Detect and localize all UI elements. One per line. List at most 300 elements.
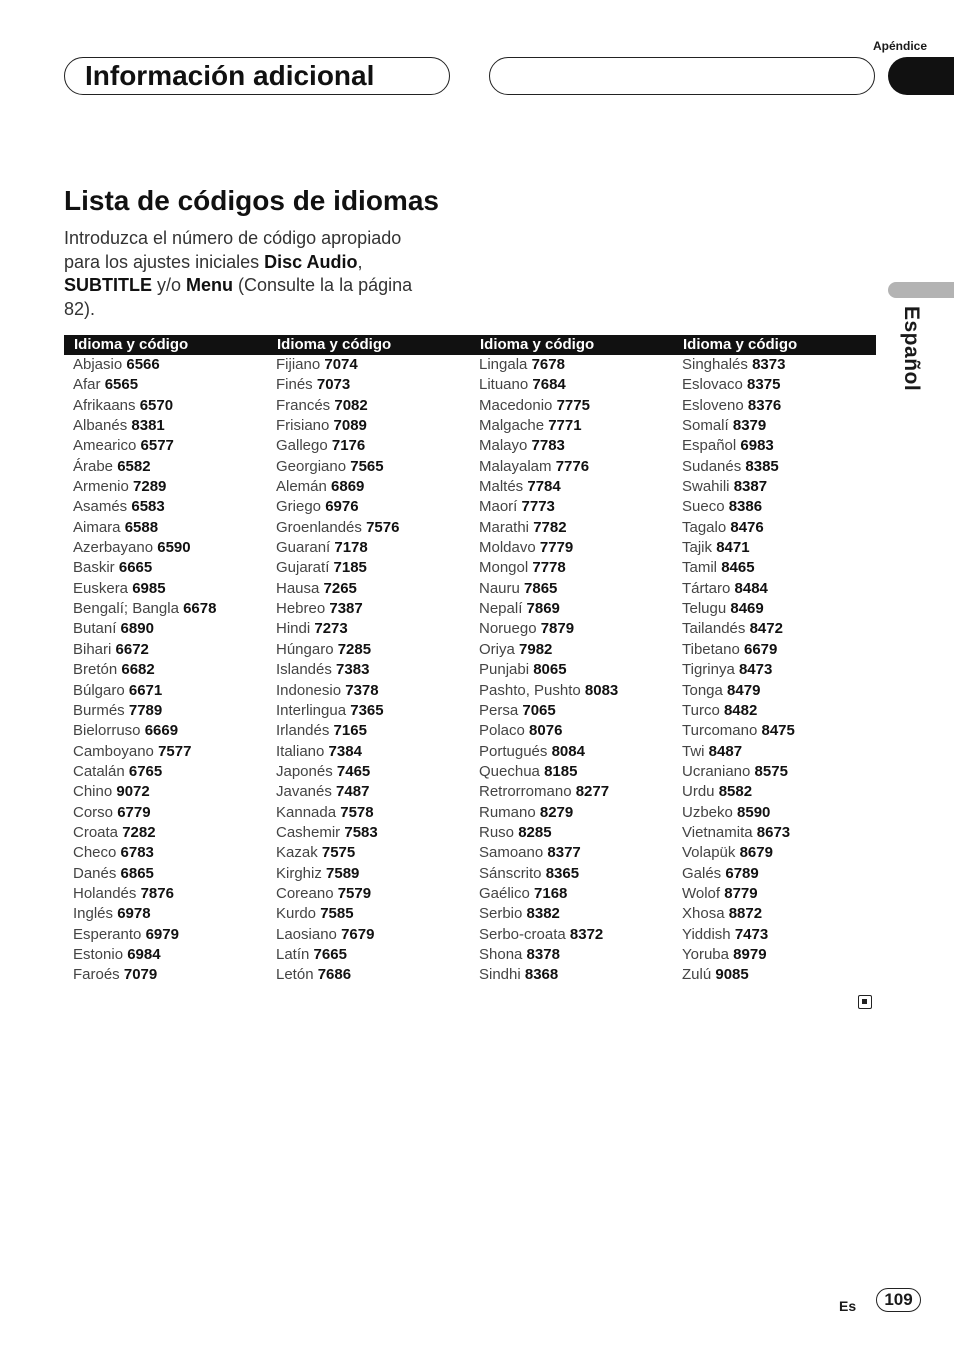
language-name: Afar xyxy=(73,376,101,394)
table-row xyxy=(479,823,673,843)
appendix-label: Apéndice xyxy=(872,39,927,53)
language-code: 8382 xyxy=(526,905,560,923)
language-name: Noruego xyxy=(479,620,537,638)
language-code: 7783 xyxy=(531,437,565,455)
table-row xyxy=(73,538,267,558)
language-name: Macedonio xyxy=(479,396,553,414)
language-name: Kannada xyxy=(276,803,337,821)
language-name: Portugués xyxy=(479,742,548,760)
language-code: 7876 xyxy=(140,884,174,902)
language-name: Ruso xyxy=(479,823,515,841)
language-name: Hausa xyxy=(276,579,320,597)
language-code: 7282 xyxy=(122,823,156,841)
language-name: Shona xyxy=(479,945,523,963)
language-name: Lituano xyxy=(479,376,529,394)
language-name: Sánscrito xyxy=(479,864,542,882)
language-name: Kirghiz xyxy=(276,864,322,882)
language-name: Maorí xyxy=(479,498,518,516)
table-row xyxy=(276,721,470,741)
table-row xyxy=(73,782,267,802)
language-code: 7273 xyxy=(314,620,348,638)
table-row xyxy=(73,375,267,395)
table-row xyxy=(479,558,673,578)
table-row xyxy=(682,701,876,721)
language-name: Irlandés xyxy=(276,722,330,740)
table-row xyxy=(479,681,673,701)
language-name: Guaraní xyxy=(276,539,331,557)
table-row xyxy=(276,843,470,863)
table-row xyxy=(682,721,876,741)
language-code: 7176 xyxy=(331,437,366,455)
language-code: 6985 xyxy=(132,579,166,597)
table-row xyxy=(479,579,673,599)
table-header-row xyxy=(64,335,876,355)
table-row xyxy=(276,864,470,884)
table-row xyxy=(682,640,876,660)
table-row xyxy=(73,599,267,619)
table-row xyxy=(73,925,267,945)
language-code: 6779 xyxy=(117,803,151,821)
table-row xyxy=(73,660,267,680)
language-code: 6765 xyxy=(128,762,163,780)
language-name: Eslovaco xyxy=(682,376,743,394)
table-row xyxy=(276,396,470,416)
table-row xyxy=(682,355,876,375)
table-row xyxy=(682,843,876,863)
table-row xyxy=(73,803,267,823)
table-row xyxy=(479,965,673,985)
language-name: Croata xyxy=(73,823,119,841)
table-row xyxy=(682,904,876,924)
table-row xyxy=(682,396,876,416)
language-code: 6978 xyxy=(117,905,151,923)
table-row xyxy=(276,884,470,904)
language-code: 8381 xyxy=(131,417,165,435)
language-code: 6590 xyxy=(157,539,191,557)
language-code: 7589 xyxy=(326,864,360,882)
language-name: Francés xyxy=(276,396,331,414)
language-code: 8473 xyxy=(738,661,773,679)
language-code-table xyxy=(64,335,876,986)
language-name: Catalán xyxy=(73,762,125,780)
table-row xyxy=(682,436,876,456)
table-row xyxy=(73,701,267,721)
table-row xyxy=(276,558,470,578)
table-row xyxy=(73,843,267,863)
language-code: 6783 xyxy=(120,844,154,862)
table-row xyxy=(479,782,673,802)
language-name: Árabe xyxy=(73,457,114,475)
table-row xyxy=(479,803,673,823)
language-name: Groenlandés xyxy=(276,518,362,536)
language-code: 7473 xyxy=(734,925,769,943)
table-row xyxy=(682,477,876,497)
language-code: 8465 xyxy=(721,559,755,577)
language-name: Polaco xyxy=(479,722,525,740)
language-name: Volapük xyxy=(682,844,736,862)
table-row xyxy=(479,701,673,721)
language-name: Gallego xyxy=(276,437,328,455)
language-name: Sueco xyxy=(682,498,725,516)
language-code: 8185 xyxy=(544,762,578,780)
column-header: Idioma y código xyxy=(683,336,798,353)
footer-lang-code: Es xyxy=(839,1298,857,1314)
language-name: Abjasio xyxy=(73,356,123,373)
intro-text-2: , xyxy=(357,251,363,272)
language-name: Vietnamita xyxy=(682,823,753,841)
language-name: Hebreo xyxy=(276,600,326,618)
language-name: Serbio xyxy=(479,905,523,923)
language-code: 8083 xyxy=(584,681,619,699)
language-code: 7576 xyxy=(366,518,400,536)
table-row xyxy=(479,619,673,639)
table-row xyxy=(479,884,673,904)
language-name: Maltés xyxy=(479,478,524,496)
language-code: 8376 xyxy=(747,396,782,414)
language-code: 7565 xyxy=(350,457,384,475)
table-row xyxy=(276,599,470,619)
language-name: Esloveno xyxy=(682,396,744,414)
language-code: 7487 xyxy=(336,783,370,801)
language-code: 7686 xyxy=(317,966,352,984)
table-row xyxy=(479,640,673,660)
language-code: 8386 xyxy=(728,498,763,516)
language-name: Punjabi xyxy=(479,661,530,679)
table-row xyxy=(479,477,673,497)
language-name: Laosiano xyxy=(276,925,337,943)
table-row xyxy=(682,945,876,965)
table-column xyxy=(673,355,876,986)
language-name: Somalí xyxy=(682,417,729,435)
table-row xyxy=(479,457,673,477)
table-row xyxy=(682,681,876,701)
language-name: Serbo-croata xyxy=(479,925,566,943)
table-row xyxy=(682,965,876,985)
table-row xyxy=(682,742,876,762)
table-row xyxy=(479,904,673,924)
table-row xyxy=(682,599,876,619)
language-name: Alemán xyxy=(276,478,327,496)
table-row xyxy=(479,497,673,517)
table-row xyxy=(73,864,267,884)
language-code: 7982 xyxy=(519,640,553,658)
table-row xyxy=(276,436,470,456)
language-code: 8375 xyxy=(747,376,781,394)
language-code: 7665 xyxy=(313,945,347,963)
language-name: Español xyxy=(682,437,737,455)
table-column xyxy=(470,355,673,986)
language-code: 8378 xyxy=(526,945,560,963)
table-row xyxy=(479,355,673,375)
language-name: Latín xyxy=(276,945,310,963)
language-name: Camboyano xyxy=(73,742,154,760)
language-name: Turco xyxy=(682,701,720,719)
language-name: Uzbeko xyxy=(682,803,733,821)
language-code: 8872 xyxy=(728,905,763,923)
table-row xyxy=(479,660,673,680)
language-name: Amearico xyxy=(73,437,137,455)
table-row xyxy=(276,904,470,924)
language-code: 7178 xyxy=(334,539,368,557)
language-name: Coreano xyxy=(276,884,334,902)
language-code: 7585 xyxy=(320,905,354,923)
language-name: Holandés xyxy=(73,884,137,902)
language-name: Lingala xyxy=(479,356,528,373)
language-name: Sudanés xyxy=(682,457,742,475)
language-name: Tajik xyxy=(682,539,713,557)
language-code: 8373 xyxy=(752,356,786,373)
language-name: Sindhi xyxy=(479,966,521,984)
table-row xyxy=(682,925,876,945)
language-name: Gaélico xyxy=(479,884,530,902)
table-column xyxy=(64,355,267,986)
language-code: 8076 xyxy=(529,722,563,740)
language-name: Islandés xyxy=(276,661,332,679)
language-name: Asamés xyxy=(73,498,128,516)
intro-bold-disc-audio: Disc Audio xyxy=(264,251,358,272)
language-code: 7384 xyxy=(328,742,362,760)
table-row xyxy=(276,457,470,477)
table-row xyxy=(276,925,470,945)
language-code: 7073 xyxy=(316,376,351,394)
language-name: Griego xyxy=(276,498,322,516)
language-code: 7779 xyxy=(539,539,574,557)
table-row xyxy=(73,884,267,904)
table-row xyxy=(73,518,267,538)
language-code: 6679 xyxy=(744,640,778,658)
language-code: 8679 xyxy=(739,844,773,862)
language-name: Esperanto xyxy=(73,925,142,943)
language-code: 7678 xyxy=(531,356,565,373)
language-code: 7577 xyxy=(158,742,192,760)
section-header xyxy=(64,57,450,95)
language-code: 8469 xyxy=(730,600,764,618)
language-code: 8779 xyxy=(724,884,758,902)
language-name: Aimara xyxy=(73,518,121,536)
table-column xyxy=(267,355,470,986)
language-code: 7784 xyxy=(527,478,561,496)
language-name: Tibetano xyxy=(682,640,740,658)
table-row xyxy=(682,619,876,639)
table-row xyxy=(682,579,876,599)
table-row xyxy=(682,660,876,680)
language-code: 7185 xyxy=(333,559,367,577)
language-name: Samoano xyxy=(479,844,544,862)
language-name: Italiano xyxy=(276,742,325,760)
language-name: Ucraniano xyxy=(682,762,751,780)
language-code: 8084 xyxy=(551,742,585,760)
language-name: Tamil xyxy=(682,559,718,577)
language-code: 6669 xyxy=(144,722,179,740)
language-code: 6865 xyxy=(120,864,154,882)
language-code: 7074 xyxy=(324,356,358,373)
table-row xyxy=(682,538,876,558)
language-name: Twi xyxy=(682,742,705,760)
language-name: Armenio xyxy=(73,478,129,496)
language-name: Xhosa xyxy=(682,905,725,923)
table-row xyxy=(682,864,876,884)
language-code: 8472 xyxy=(749,620,783,638)
language-name: Moldavo xyxy=(479,539,536,557)
language-code: 7789 xyxy=(128,701,163,719)
language-name: Bengalí; Bangla xyxy=(73,600,179,618)
table-row xyxy=(682,762,876,782)
language-code: 7378 xyxy=(345,681,379,699)
language-name: Gujaratí xyxy=(276,559,330,577)
language-code: 8673 xyxy=(756,823,791,841)
table-row xyxy=(276,518,470,538)
table-row xyxy=(276,640,470,660)
header-tab-block xyxy=(888,57,954,95)
language-code: 7079 xyxy=(123,966,158,984)
table-row xyxy=(276,803,470,823)
language-code: 6583 xyxy=(131,498,165,516)
language-code: 7383 xyxy=(336,661,370,679)
table-row xyxy=(276,965,470,985)
table-row xyxy=(73,436,267,456)
language-name: Inglés xyxy=(73,905,114,923)
language-name: Danés xyxy=(73,864,117,882)
table-row xyxy=(479,416,673,436)
language-name: Urdu xyxy=(682,783,715,801)
language-code: 8479 xyxy=(727,681,761,699)
language-name: Turcomano xyxy=(682,722,758,740)
language-code: 7089 xyxy=(333,417,367,435)
table-row xyxy=(682,823,876,843)
language-code: 6984 xyxy=(127,945,161,963)
table-row xyxy=(682,375,876,395)
language-name: Galés xyxy=(682,864,722,882)
table-row xyxy=(73,681,267,701)
language-code: 7465 xyxy=(336,762,371,780)
language-code: 6682 xyxy=(121,661,155,679)
table-row xyxy=(276,701,470,721)
language-name: Bielorruso xyxy=(73,722,141,740)
table-row xyxy=(276,538,470,558)
language-name: Azerbayano xyxy=(73,539,154,557)
language-code: 6672 xyxy=(115,640,149,658)
language-code: 6869 xyxy=(331,478,365,496)
language-code: 6665 xyxy=(118,559,153,577)
language-name: Kurdo xyxy=(276,905,317,923)
language-code: 8476 xyxy=(730,518,764,536)
language-name: Chino xyxy=(73,783,113,801)
table-row xyxy=(276,742,470,762)
language-name: Singhalés xyxy=(682,356,748,373)
language-code: 8277 xyxy=(575,783,610,801)
language-code: 7773 xyxy=(521,498,555,516)
language-name: Swahili xyxy=(682,478,730,496)
language-name: Retrorromano xyxy=(479,783,572,801)
language-code: 6890 xyxy=(120,620,154,638)
language-name: Checo xyxy=(73,844,117,862)
column-header: Idioma y código xyxy=(74,336,189,353)
language-name: Húngaro xyxy=(276,640,334,658)
language-code: 6678 xyxy=(183,600,217,618)
language-code: 6565 xyxy=(104,376,139,394)
table-row xyxy=(479,436,673,456)
table-row xyxy=(276,375,470,395)
language-code: 9085 xyxy=(715,966,749,984)
table-row xyxy=(276,497,470,517)
table-row xyxy=(479,864,673,884)
table-row xyxy=(73,416,267,436)
table-row xyxy=(479,375,673,395)
language-name: Fijiano xyxy=(276,356,321,373)
language-name: Estonio xyxy=(73,945,124,963)
language-name: Hindi xyxy=(276,620,311,638)
section-title: Información adicional xyxy=(85,60,375,91)
language-code: 7265 xyxy=(323,579,357,597)
table-row xyxy=(73,497,267,517)
intro-bold-subtitle: SUBTITLE xyxy=(64,275,152,295)
table-row xyxy=(682,457,876,477)
language-name: Finés xyxy=(276,376,313,394)
table-row xyxy=(73,579,267,599)
table-row xyxy=(73,558,267,578)
table-row xyxy=(276,782,470,802)
language-name: Kazak xyxy=(276,844,318,862)
language-code: 6979 xyxy=(145,925,179,943)
language-name: Cashemir xyxy=(276,823,341,841)
table-row xyxy=(73,762,267,782)
language-name: Euskera xyxy=(73,579,129,597)
language-name: Telugu xyxy=(682,600,727,618)
language-name: Letón xyxy=(276,966,314,984)
language-code: 7776 xyxy=(555,457,590,475)
language-code: 8575 xyxy=(754,762,788,780)
language-code: 8482 xyxy=(723,701,758,719)
language-code: 6976 xyxy=(325,498,359,516)
table-row xyxy=(479,925,673,945)
language-code: 8487 xyxy=(708,742,743,760)
language-name: Zulú xyxy=(682,966,712,984)
table-row xyxy=(682,558,876,578)
language-code: 7578 xyxy=(340,803,374,821)
language-name: Tagalo xyxy=(682,518,727,536)
table-row xyxy=(682,497,876,517)
side-language-label: Español xyxy=(900,306,923,392)
table-row xyxy=(73,965,267,985)
table-body xyxy=(64,355,876,986)
language-name: Tigrinya xyxy=(682,661,735,679)
table-row xyxy=(682,416,876,436)
table-row xyxy=(479,762,673,782)
header-blank-frame xyxy=(489,57,875,95)
end-of-section-icon xyxy=(858,995,872,1009)
language-name: Butaní xyxy=(73,620,117,638)
table-row xyxy=(479,945,673,965)
table-row xyxy=(73,640,267,660)
language-name: Burmés xyxy=(73,701,125,719)
table-row xyxy=(276,660,470,680)
language-name: Malayo xyxy=(479,437,528,455)
language-name: Afrikaans xyxy=(73,396,136,414)
intro-text-3: y/o xyxy=(152,275,187,295)
language-name: Tártaro xyxy=(682,579,731,597)
table-row xyxy=(682,803,876,823)
table-row xyxy=(73,457,267,477)
language-name: Quechua xyxy=(479,762,540,780)
language-code: 6983 xyxy=(740,437,774,455)
table-row xyxy=(73,904,267,924)
table-row xyxy=(682,518,876,538)
table-row xyxy=(276,477,470,497)
language-name: Malayalam xyxy=(479,457,552,475)
table-row xyxy=(682,782,876,802)
table-row xyxy=(276,945,470,965)
language-code: 7869 xyxy=(526,600,560,618)
